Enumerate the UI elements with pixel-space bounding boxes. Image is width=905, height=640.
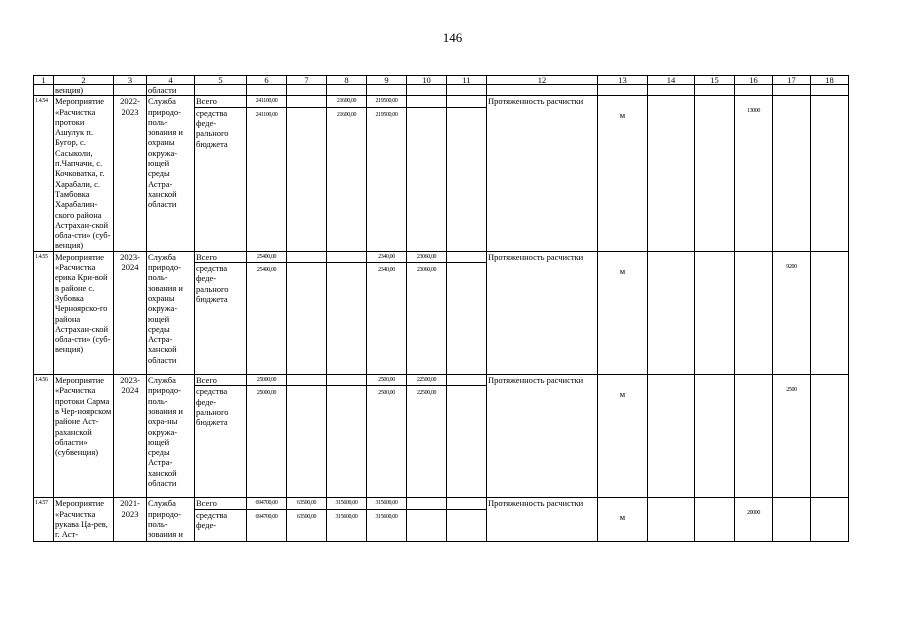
amount-budget-cell — [327, 509, 367, 541]
measure-name: Мероприятие «Расчистка протоки Ашулук п. Бугор, с. Сасыколи, п.Чапчачи, с. Кочковатка, г. Харабали, с. Тамбовка Харабалин-ского района Астрахан-ской обла-сти» (суб-венция) — [54, 96, 114, 251]
target-cell — [735, 498, 773, 541]
amount-budget: 2500,00 — [378, 390, 395, 397]
amount-total-cell — [247, 498, 287, 509]
source-total-label: Всего — [195, 96, 247, 108]
amount-budget-cell — [367, 263, 407, 375]
executor: Служба природо-поль-зования и охраны окружа-ющей среды Астра-ханской области — [147, 96, 195, 251]
amount-budget: 21600,00 — [336, 111, 357, 118]
unit-text: м — [619, 389, 626, 400]
executor: Служба природо-поль-зования и охраны окружа-ющей среды Астра-ханской области — [147, 251, 195, 374]
source-total-label: Всего — [195, 375, 247, 386]
amount-budget: 22500,00 — [416, 390, 437, 397]
target-value: 2500 — [786, 387, 797, 394]
header-cell: 2 — [54, 76, 114, 85]
target-value: 13000 — [746, 108, 760, 115]
amount-budget-cell — [447, 509, 487, 541]
amount-budget-cell — [367, 386, 407, 498]
target-cell — [695, 375, 735, 498]
amount-budget-cell — [287, 107, 327, 251]
amount-total: 241100,00 — [255, 98, 278, 105]
target-cell — [811, 96, 849, 251]
header-cell: 10 — [407, 76, 447, 85]
amount-total-cell — [367, 498, 407, 509]
table-row — [34, 96, 849, 108]
measure-name: Мероприятие «Расчистка протоки Сарма в Чер-ноярском районе Аст-раханской области» (субвенция) — [54, 375, 114, 498]
amount-budget-cell — [327, 107, 367, 251]
amount-budget-cell — [407, 386, 447, 498]
amount-budget-cell — [327, 386, 367, 498]
target-cell — [695, 498, 735, 541]
amount-budget-cell — [287, 509, 327, 541]
target-cell — [735, 251, 773, 374]
row-id — [34, 375, 54, 498]
amount-total-cell — [407, 498, 447, 509]
indicator-name: Протяженность расчистки — [487, 498, 598, 541]
page-number: 146 — [442, 30, 463, 45]
indicator-unit — [598, 96, 648, 251]
target-cell — [811, 498, 849, 541]
amount-total-cell — [447, 375, 487, 386]
amount-total: 22500,00 — [416, 377, 437, 384]
header-cell: 1 — [34, 76, 54, 85]
source-total-label: Всего — [195, 251, 247, 262]
target-value: 20000 — [746, 510, 760, 517]
amount-total-cell — [367, 96, 407, 108]
target-value: 9200 — [786, 263, 797, 270]
target-cell — [735, 96, 773, 251]
header-cell: 3 — [114, 76, 147, 85]
target-cell — [773, 96, 811, 251]
target-cell — [773, 498, 811, 541]
source-budget-label: средства феде-рального бюджета — [195, 107, 247, 251]
amount-total-cell — [407, 96, 447, 108]
amount-total: 2500,00 — [378, 377, 395, 384]
amount-budget-cell — [407, 107, 447, 251]
executor: Служба природо-поль-зования и — [147, 498, 195, 541]
target-cell — [695, 96, 735, 251]
amount-budget-cell — [287, 386, 327, 498]
amount-total: 21600,00 — [336, 98, 357, 105]
amount-total: 23060,00 — [416, 253, 437, 260]
amount-total-cell — [327, 498, 367, 509]
amount-budget: 315600,00 — [375, 513, 398, 520]
header-cell: 8 — [327, 76, 367, 85]
amount-total-cell — [287, 96, 327, 108]
indicator-name: Протяженность расчистки — [487, 251, 598, 374]
unit-text: м — [619, 512, 626, 523]
header-cell: 16 — [735, 76, 773, 85]
target-cell — [773, 375, 811, 498]
amount-budget: 23060,00 — [416, 267, 437, 274]
table-row — [34, 251, 849, 262]
header-cell: 17 — [773, 76, 811, 85]
indicator-name: Протяженность расчистки — [487, 375, 598, 498]
amount-total: 63500,00 — [296, 500, 317, 507]
header-cell: 7 — [287, 76, 327, 85]
amount-budget-cell — [367, 509, 407, 541]
continuation-executor: области — [147, 85, 195, 96]
target-cell — [648, 251, 695, 374]
amount-total-cell — [407, 375, 447, 386]
source-total-label: Всего — [195, 498, 247, 509]
source-budget-label: средства феде- — [195, 509, 247, 541]
amount-total-cell — [287, 498, 327, 509]
amount-budget-cell — [407, 509, 447, 541]
row-id — [34, 96, 54, 251]
amount-budget-cell — [247, 509, 287, 541]
amount-total: 315600,00 — [335, 500, 358, 507]
amount-total-cell — [327, 96, 367, 108]
target-cell — [695, 251, 735, 374]
amount-total-cell — [247, 251, 287, 262]
amount-total: 219500,00 — [375, 98, 398, 105]
header-cell: 14 — [648, 76, 695, 85]
measure-years: 2022-2023 — [114, 96, 147, 251]
target-cell — [735, 375, 773, 498]
amount-budget-cell — [247, 386, 287, 498]
amount-budget: 25000,00 — [256, 390, 277, 397]
amount-total: 694700,00 — [255, 500, 278, 507]
amount-total-cell — [367, 251, 407, 262]
amount-total-cell — [247, 375, 287, 386]
measure-years: 2021-2023 — [114, 498, 147, 541]
unit-text: м — [619, 110, 626, 121]
amount-budget: 694700,00 — [255, 513, 278, 520]
amount-budget-cell — [287, 263, 327, 375]
amount-total-cell — [327, 375, 367, 386]
amount-total-cell — [447, 251, 487, 262]
amount-total-cell — [447, 96, 487, 108]
amount-total-cell — [367, 375, 407, 386]
amount-total: 25000,00 — [256, 377, 277, 384]
target-cell — [648, 375, 695, 498]
amount-budget: 2340,00 — [378, 267, 395, 274]
measure-years: 2023-2024 — [114, 251, 147, 374]
amount-budget: 241100,00 — [255, 111, 278, 118]
header-cell: 15 — [695, 76, 735, 85]
target-cell — [648, 498, 695, 541]
amount-budget: 25400,00 — [256, 267, 277, 274]
measure-years: 2023-2024 — [114, 375, 147, 498]
amount-total: 25400,00 — [256, 253, 277, 260]
source-budget-label: средства феде-рального бюджета — [195, 386, 247, 498]
amount-total-cell — [287, 251, 327, 262]
row-id — [34, 251, 54, 374]
amount-total-cell — [327, 251, 367, 262]
row-id — [34, 498, 54, 541]
amount-total-cell — [247, 96, 287, 108]
header-cell: 11 — [447, 76, 487, 85]
amount-budget: 219500,00 — [375, 111, 398, 118]
header-cell: 6 — [247, 76, 287, 85]
row-id-text: 1.4.56 — [35, 377, 48, 384]
amount-budget-cell — [247, 107, 287, 251]
header-row — [34, 76, 849, 85]
amount-budget-cell — [327, 263, 367, 375]
amount-total-cell — [447, 498, 487, 509]
indicator-unit — [598, 251, 648, 374]
header-cell: 4 — [147, 76, 195, 85]
amount-total: 2340,00 — [378, 253, 395, 260]
amount-budget: 63500,00 — [296, 513, 317, 520]
target-cell — [811, 375, 849, 498]
indicator-name: Протяженность расчистки — [487, 96, 598, 251]
measure-name: Мероприятие «Расчистка ерика Кри-вой в районе с. Зубовка Черноярско-го района Астрахан-ской обла-сти» (суб-венция) — [54, 251, 114, 374]
amount-budget-cell — [367, 107, 407, 251]
amount-total-cell — [287, 375, 327, 386]
target-cell — [773, 251, 811, 374]
indicator-unit — [598, 375, 648, 498]
amount-total: 315600,00 — [375, 500, 398, 507]
header-cell: 5 — [195, 76, 247, 85]
continuation-name: венция) — [54, 85, 114, 96]
header-cell: 18 — [811, 76, 849, 85]
amount-total-cell — [407, 251, 447, 262]
amount-budget-cell — [407, 263, 447, 375]
measure-name: Мероприятие «Расчистка рукава Ца-рев, г. Аст- — [54, 498, 114, 541]
continuation-row — [34, 85, 849, 96]
table-row — [34, 375, 849, 386]
target-cell — [811, 251, 849, 374]
amount-budget-cell — [447, 263, 487, 375]
amount-budget: 315600,00 — [335, 513, 358, 520]
amount-budget-cell — [447, 386, 487, 498]
budget-table — [33, 75, 849, 542]
source-budget-label: средства феде-рального бюджета — [195, 263, 247, 375]
indicator-unit — [598, 498, 648, 541]
header-cell: 13 — [598, 76, 648, 85]
unit-text: м — [619, 265, 626, 276]
row-id-text: 1.4.57 — [35, 500, 48, 507]
header-cell: 12 — [487, 76, 598, 85]
header-cell: 9 — [367, 76, 407, 85]
amount-budget-cell — [447, 107, 487, 251]
row-id-text: 1.4.55 — [35, 253, 48, 260]
table-row — [34, 498, 849, 509]
executor: Служба природо-поль-зования и охра-ны окружа-ющей среды Астра-ханской области — [147, 375, 195, 498]
row-id-text: 1.4.54 — [35, 98, 48, 105]
target-cell — [648, 96, 695, 251]
amount-budget-cell — [247, 263, 287, 375]
